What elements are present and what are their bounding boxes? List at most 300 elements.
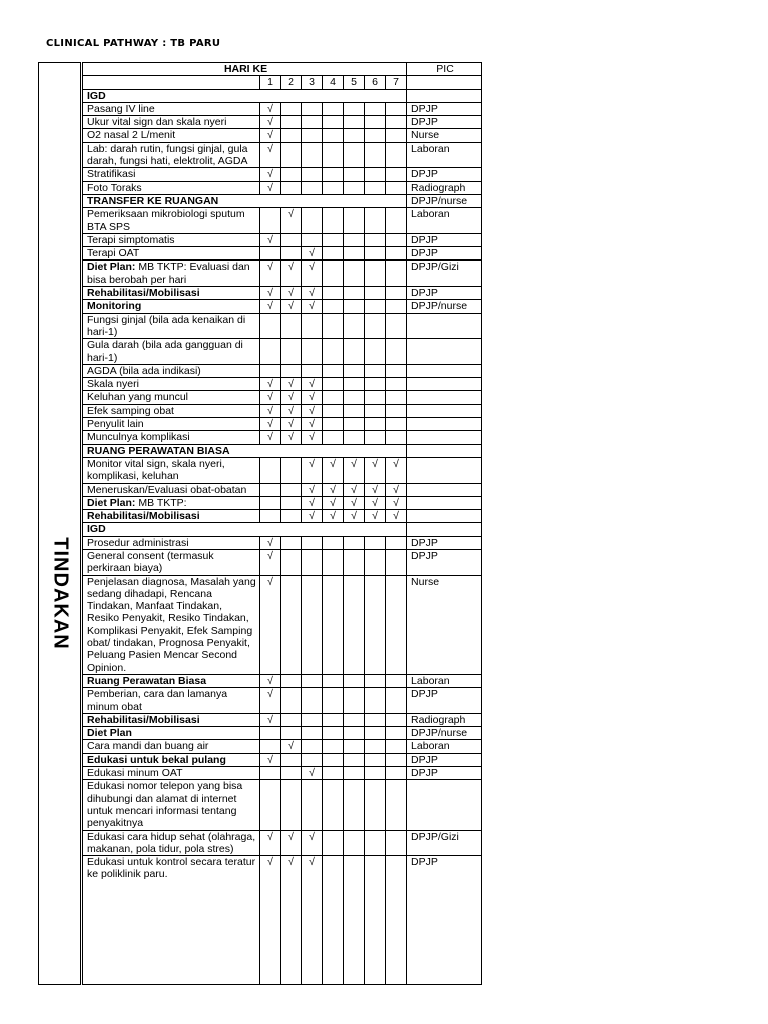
day-cell: [260, 830, 281, 856]
day-cell: [281, 549, 302, 575]
pic-cell: DPJP/Gizi: [407, 261, 482, 287]
day-cell: [323, 404, 344, 417]
day-cell: [302, 830, 323, 856]
day-cell: [365, 740, 386, 753]
check-mark: √: [351, 496, 357, 509]
day-cell: [344, 856, 365, 985]
activity-bold-label: Ruang Perawatan Biasa: [87, 674, 207, 687]
day-cell: [365, 549, 386, 575]
day-cell: [281, 233, 302, 246]
day-cell: [281, 431, 302, 444]
day-cell: [260, 287, 281, 300]
day-cell: [365, 287, 386, 300]
day-cell: [365, 247, 386, 260]
day-cell: [323, 727, 344, 740]
section-row: [83, 89, 482, 102]
day-cell: [365, 713, 386, 726]
day-cell: [365, 116, 386, 129]
day-cell: [302, 767, 323, 780]
day-cell: [344, 261, 365, 287]
day-cell: [344, 753, 365, 766]
day-cell: [344, 181, 365, 194]
day-cell: [323, 830, 344, 856]
day-cell: [281, 483, 302, 496]
activity-label: Edukasi nomor telepon yang bisa dihubungi dan alamat di internet untuk mencari informasi tentang penyakitnya: [87, 780, 243, 830]
check-mark: √: [351, 457, 357, 470]
pic-cell: DPJP: [407, 287, 482, 300]
day-cell: [323, 575, 344, 674]
day-cell: [365, 261, 386, 287]
day-cell: [302, 753, 323, 766]
check-mark: √: [267, 536, 273, 549]
day-cell: [260, 181, 281, 194]
table-row: [83, 767, 482, 780]
day-cell: [386, 247, 407, 260]
activity-cell: [83, 674, 260, 687]
day-cell: [386, 496, 407, 509]
check-mark: √: [309, 287, 315, 300]
day-cell: [386, 261, 407, 287]
day-cell: [386, 404, 407, 417]
day-cell: [365, 233, 386, 246]
check-mark: √: [267, 713, 273, 726]
table-row: [83, 404, 482, 417]
day-cell: [365, 142, 386, 168]
clinical-pathway-table: [82, 62, 482, 985]
day-cell: [344, 418, 365, 431]
day-cell: [344, 780, 365, 830]
day-cell: [386, 483, 407, 496]
day-cell: [386, 129, 407, 142]
table-row: [83, 431, 482, 444]
activity-cell: [83, 780, 260, 830]
day-cell: [365, 378, 386, 391]
day-cell: [386, 536, 407, 549]
day-cell: [260, 313, 281, 339]
day-cell: [365, 674, 386, 687]
check-mark: √: [372, 496, 378, 509]
day-cell: [260, 233, 281, 246]
pic-cell: DPJP: [407, 168, 482, 181]
pic-cell: DPJP/nurse: [407, 194, 482, 207]
day-cell: [302, 536, 323, 549]
day-cell: [365, 431, 386, 444]
tindakan-label: TINDAKAN: [50, 536, 72, 650]
section-row: [83, 523, 482, 536]
day-cell: [344, 549, 365, 575]
day-cell: [365, 300, 386, 313]
day-cell: [323, 168, 344, 181]
day-cell: [302, 575, 323, 674]
day-cell: [386, 364, 407, 377]
table-row: [83, 129, 482, 142]
check-mark: √: [267, 181, 273, 194]
table-row: [83, 753, 482, 766]
pic-cell: DPJP: [407, 102, 482, 115]
pic-cell: Laboran: [407, 740, 482, 753]
day-header: 6: [365, 76, 386, 89]
day-cell: [323, 142, 344, 168]
day-cell: [302, 181, 323, 194]
day-cell: [323, 287, 344, 300]
pic-cell: [407, 431, 482, 444]
day-cell: [260, 549, 281, 575]
day-cell: [344, 536, 365, 549]
check-mark: √: [309, 767, 315, 780]
section-title: IGD: [83, 523, 407, 536]
table-row: [83, 496, 482, 509]
table-row: [83, 674, 482, 687]
day-cell: [281, 674, 302, 687]
day-cell: [344, 713, 365, 726]
header-row-1: [83, 63, 482, 76]
check-mark: √: [288, 404, 294, 417]
day-cell: [260, 404, 281, 417]
day-cell: [386, 830, 407, 856]
day-cell: [260, 457, 281, 483]
check-mark: √: [288, 431, 294, 444]
day-cell: [344, 364, 365, 377]
pic-cell: DPJP: [407, 767, 482, 780]
check-mark: √: [372, 483, 378, 496]
check-mark: √: [309, 300, 315, 313]
day-cell: [281, 753, 302, 766]
check-mark: √: [267, 418, 273, 431]
day-cell: [365, 313, 386, 339]
pic-cell: DPJP: [407, 753, 482, 766]
section-row: [83, 194, 482, 207]
pic-cell: DPJP: [407, 247, 482, 260]
table-row: [83, 457, 482, 483]
section-title: IGD: [83, 89, 407, 102]
day-cell: [365, 780, 386, 830]
check-mark: √: [267, 431, 273, 444]
pic-cell: Laboran: [407, 674, 482, 687]
pic-cell: DPJP/nurse: [407, 727, 482, 740]
day-cell: [302, 674, 323, 687]
table-row: [83, 233, 482, 246]
day-header: 4: [323, 76, 344, 89]
activity-label: Gula darah (bila ada gangguan di hari-1): [87, 339, 243, 364]
day-cell: [365, 181, 386, 194]
day-cell: [260, 339, 281, 365]
check-mark: √: [393, 483, 399, 496]
activity-label: Penjelasan diagnosa, Masalah yang sedang dihadapi, Rencana Tindakan, Manfaat Tindakan, Resiko Penyakit, Resiko Tindakan, Komplikasi Penyakit, Efek Samping obat/ tindakan, Prognosa Penyakit, Peluang Pasien Mencar Second Opinion.: [87, 575, 256, 674]
day-cell: [323, 418, 344, 431]
day-cell: [260, 575, 281, 674]
day-cell: [260, 510, 281, 523]
day-cell: [302, 378, 323, 391]
day-cell: [323, 740, 344, 753]
day-cell: [323, 510, 344, 523]
day-cell: [281, 510, 302, 523]
day-cell: [365, 575, 386, 674]
activity-label: Stratifikasi: [87, 168, 136, 181]
activity-label: General consent (termasuk perkiraan biaya): [87, 549, 214, 575]
day-cell: [260, 142, 281, 168]
day-cell: [386, 713, 407, 726]
activity-bold-label: Rehabilitasi/Mobilisasi: [87, 713, 200, 726]
pic-cell: [407, 510, 482, 523]
day-cell: [260, 713, 281, 726]
pic-cell: DPJP: [407, 688, 482, 714]
day-cell: [344, 404, 365, 417]
day-cell: [386, 300, 407, 313]
day-cell: [344, 510, 365, 523]
day-cell: [344, 391, 365, 404]
day-cell: [281, 247, 302, 260]
day-cell: [365, 688, 386, 714]
day-cell: [302, 510, 323, 523]
activity-cell: [83, 404, 260, 417]
activity-label: Terapi simptomatis: [87, 233, 175, 246]
check-mark: √: [267, 116, 273, 129]
check-mark: √: [309, 856, 315, 869]
day-cell: [323, 300, 344, 313]
day-cell: [260, 727, 281, 740]
pic-cell: DPJP/Gizi: [407, 830, 482, 856]
activity-bold-label: Monitoring: [87, 300, 142, 313]
table-row: [83, 780, 482, 830]
day-header: 7: [386, 76, 407, 89]
check-mark: √: [309, 391, 315, 404]
pic-cell: DPJP: [407, 233, 482, 246]
table-row: [83, 391, 482, 404]
day-cell: [260, 483, 281, 496]
check-mark: √: [288, 856, 294, 869]
table-row: [83, 261, 482, 287]
check-mark: √: [288, 287, 294, 300]
table-row: [83, 208, 482, 234]
pic-cell: DPJP: [407, 536, 482, 549]
activity-cell: [83, 208, 260, 234]
pic-cell: Radiograph: [407, 181, 482, 194]
day-cell: [260, 856, 281, 985]
day-cell: [386, 339, 407, 365]
day-cell: [365, 208, 386, 234]
day-cell: [302, 233, 323, 246]
activity-bold-label: Diet Plan: [87, 727, 132, 740]
day-cell: [365, 102, 386, 115]
day-cell: [260, 674, 281, 687]
pic-cell: [407, 89, 482, 102]
day-cell: [365, 339, 386, 365]
check-mark: √: [309, 261, 315, 274]
day-cell: [281, 142, 302, 168]
day-cell: [260, 300, 281, 313]
day-cell: [281, 856, 302, 985]
table-row: [83, 168, 482, 181]
day-cell: [281, 313, 302, 339]
activity-cell: [83, 753, 260, 766]
check-mark: √: [267, 129, 273, 142]
day-cell: [281, 339, 302, 365]
day-cell: [281, 457, 302, 483]
day-cell: [281, 378, 302, 391]
check-mark: √: [267, 549, 273, 562]
day-cell: [323, 457, 344, 483]
day-cell: [386, 233, 407, 246]
activity-label: Pemeriksaan mikrobiologi sputum BTA SPS: [87, 208, 245, 233]
day-cell: [323, 549, 344, 575]
activity-label: Pasang IV line: [87, 102, 155, 115]
activity-cell: [83, 496, 260, 509]
activity-cell: [83, 142, 260, 168]
activity-label: Meneruskan/Evaluasi obat-obatan: [87, 483, 247, 496]
day-cell: [323, 181, 344, 194]
day-cell: [365, 496, 386, 509]
table-row: [83, 549, 482, 575]
check-mark: √: [309, 457, 315, 470]
check-mark: √: [267, 261, 273, 274]
day-cell: [281, 261, 302, 287]
day-cell: [323, 129, 344, 142]
activity-label: Monitor vital sign, skala nyeri, komplikasi, keluhan: [87, 457, 225, 483]
day-cell: [386, 431, 407, 444]
pic-cell: [407, 457, 482, 483]
day-cell: [386, 142, 407, 168]
activity-cell: [83, 181, 260, 194]
table-row: [83, 247, 482, 260]
table-row: [83, 378, 482, 391]
day-cell: [323, 496, 344, 509]
pic-cell: [407, 313, 482, 339]
activity-cell: [83, 856, 260, 985]
activity-label: Terapi OAT: [87, 247, 140, 260]
check-mark: √: [267, 404, 273, 417]
table-row: [83, 418, 482, 431]
day-cell: [302, 404, 323, 417]
day-header: 2: [281, 76, 302, 89]
day-cell: [281, 688, 302, 714]
day-cell: [260, 102, 281, 115]
day-cell: [344, 102, 365, 115]
check-mark: √: [267, 856, 273, 869]
activity-cell: [83, 300, 260, 313]
check-mark: √: [267, 102, 273, 115]
day-cell: [302, 287, 323, 300]
day-cell: [281, 496, 302, 509]
day-cell: [386, 287, 407, 300]
check-mark: √: [309, 496, 315, 509]
day-cell: [344, 575, 365, 674]
day-cell: [281, 740, 302, 753]
check-mark: √: [372, 457, 378, 470]
activity-label: Cara mandi dan buang air: [87, 740, 209, 753]
day-cell: [386, 391, 407, 404]
table-row: [83, 116, 482, 129]
check-mark: √: [309, 247, 315, 260]
table-row: [83, 575, 482, 674]
day-cell: [365, 129, 386, 142]
day-cell: [323, 247, 344, 260]
day-cell: [281, 780, 302, 830]
check-mark: √: [267, 575, 273, 588]
day-cell: [302, 129, 323, 142]
activity-cell: [83, 391, 260, 404]
day-cell: [386, 549, 407, 575]
day-cell: [365, 483, 386, 496]
day-cell: [281, 208, 302, 234]
activity-cell: [83, 339, 260, 365]
day-cell: [344, 378, 365, 391]
activity-bold-label: Diet Plan:: [87, 496, 136, 509]
day-cell: [281, 727, 302, 740]
day-cell: [260, 391, 281, 404]
activity-label: Skala nyeri: [87, 378, 139, 391]
activity-cell: [83, 830, 260, 856]
day-cell: [344, 300, 365, 313]
check-mark: √: [267, 830, 273, 843]
check-mark: √: [330, 483, 336, 496]
day-cell: [323, 780, 344, 830]
day-cell: [281, 181, 302, 194]
check-mark: √: [288, 830, 294, 843]
check-mark: √: [267, 168, 273, 181]
day-cell: [281, 830, 302, 856]
day-cell: [365, 510, 386, 523]
day-cell: [365, 727, 386, 740]
day-cell: [281, 404, 302, 417]
check-mark: √: [309, 510, 315, 523]
day-cell: [344, 688, 365, 714]
day-cell: [344, 767, 365, 780]
check-mark: √: [393, 510, 399, 523]
day-cell: [281, 418, 302, 431]
day-cell: [302, 727, 323, 740]
day-cell: [386, 674, 407, 687]
pic-cell: [407, 339, 482, 365]
day-cell: [365, 457, 386, 483]
day-cell: [386, 727, 407, 740]
activity-cell: [83, 549, 260, 575]
check-mark: √: [267, 391, 273, 404]
day-cell: [344, 496, 365, 509]
pic-cell: DPJP: [407, 856, 482, 985]
day-cell: [302, 102, 323, 115]
day-cell: [260, 688, 281, 714]
day-cell: [302, 713, 323, 726]
activity-cell: [83, 431, 260, 444]
day-cell: [260, 740, 281, 753]
day-cell: [302, 339, 323, 365]
table-row: [83, 483, 482, 496]
check-mark: √: [309, 418, 315, 431]
check-mark: √: [393, 496, 399, 509]
day-cell: [344, 674, 365, 687]
activity-label: Lab: darah rutin, fungsi ginjal, gula darah, fungsi hati, elektrolit, AGDA: [87, 142, 248, 168]
day-cell: [281, 536, 302, 549]
day-cell: [302, 208, 323, 234]
day-cell: [323, 261, 344, 287]
activity-label: Foto Toraks: [87, 181, 142, 194]
day-cell: [344, 168, 365, 181]
blank-header-cell: [83, 76, 260, 89]
activity-label: Edukasi minum OAT: [87, 767, 183, 780]
activity-label: Penyulit lain: [87, 418, 144, 431]
activity-cell: [83, 102, 260, 115]
section-title: RUANG PERAWATAN BIASA: [83, 444, 407, 457]
check-mark: √: [288, 208, 294, 221]
pic-cell: [407, 780, 482, 830]
day-cell: [386, 767, 407, 780]
pic-cell: DPJP/nurse: [407, 300, 482, 313]
activity-label: Prosedur administrasi: [87, 536, 189, 549]
activity-cell: [83, 457, 260, 483]
day-cell: [260, 129, 281, 142]
table-row: [83, 364, 482, 377]
day-cell: [365, 856, 386, 985]
